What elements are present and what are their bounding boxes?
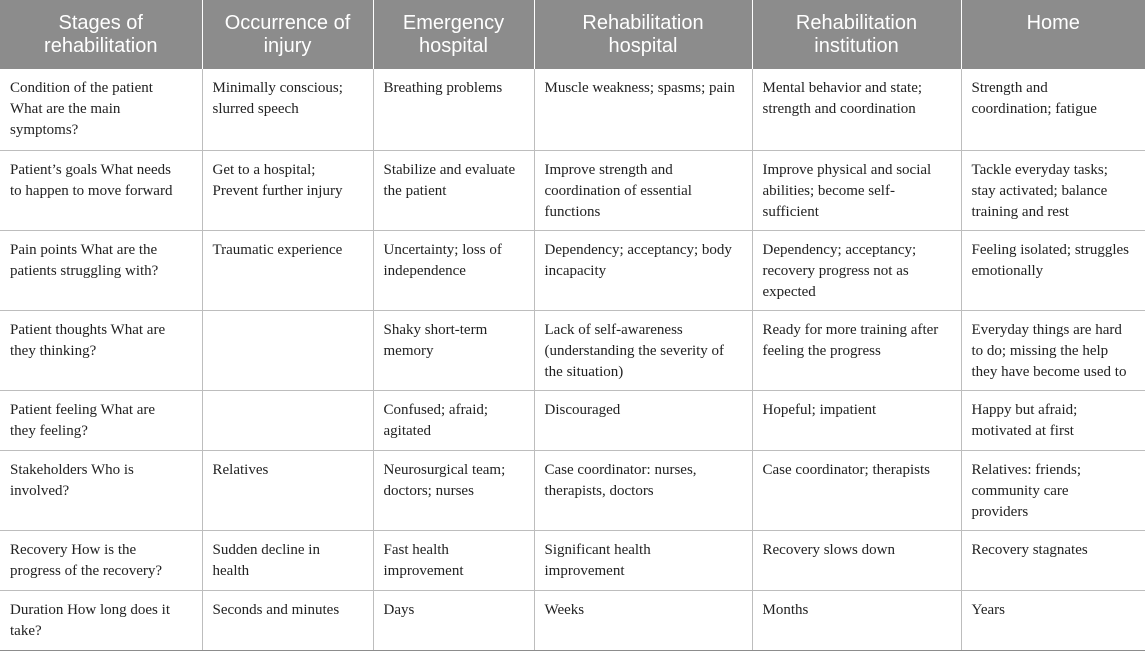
cell-text-line: Recovery stagnates [971,541,1088,558]
table-row [0,450,1145,530]
cell-text-line: community care [971,482,1069,499]
cell-text-line: Improve physical and social [762,161,932,178]
table-row [0,390,1145,450]
cell-text-line: to happen to move forward [10,182,173,199]
cell-text-line: sufficient [762,203,819,220]
cell-text-line: Confused; afraid; [383,401,489,418]
column-header-line: Rehabilitation [795,12,918,34]
cell-text-line: coordination of essential [544,182,692,199]
cell-text-line: Discouraged [544,401,621,418]
cell-text-line: functions [544,203,601,220]
table-cell [202,230,373,310]
table-cell [373,390,534,450]
cell-text-line: the situation) [544,363,624,380]
cell-text-line: Dependency; acceptancy; body [544,241,732,258]
table-cell [534,150,752,230]
cell-text-line: Case coordinator; therapists [762,461,930,478]
cell-text-line: strength and coordination [762,101,916,117]
cell-text-line: patients struggling with? [10,262,159,279]
column-header [961,0,1145,69]
cell-text-line: Breathing problems [383,80,503,96]
table-cell [752,530,961,590]
column-header [752,0,961,69]
row-header-cell [0,69,202,150]
table-cell [373,230,534,310]
cell-text-line: Case coordinator: nurses, [544,461,697,478]
cell-text-line: Seconds and minutes [212,601,340,618]
cell-text-line: Lack of self-awareness [544,321,683,338]
cell-text-line: Prevent further injury [212,182,343,199]
table-cell [752,69,961,150]
column-header-line: institution [814,35,899,57]
cell-text-line: the patient [383,182,447,199]
table-row [0,530,1145,590]
cell-text-line: Get to a hospital; [212,161,316,178]
row-header-cell [0,450,202,530]
cell-text-line: Minimally conscious; [212,80,343,96]
table-cell [961,390,1145,450]
row-header-cell [0,150,202,230]
cell-text-line: Stakeholders Who is [10,461,134,478]
table-row [0,230,1145,310]
table-cell [961,530,1145,590]
cell-text-line: emotionally [971,262,1044,279]
cell-text-line: motivated at first [971,422,1074,439]
cell-text-line: Years [971,601,1005,618]
cell-text-line: coordination; fatigue [971,101,1097,117]
table-cell [961,230,1145,310]
column-header-line: hospital [608,35,678,57]
cell-text-line: Weeks [544,601,585,618]
cell-text-line: recovery progress not as [762,262,909,279]
cell-text-line: take? [10,622,42,639]
cell-text-line: stay activated; balance [971,182,1108,199]
cell-text-line: memory [383,342,434,359]
column-header-line: Rehabilitation [582,12,704,34]
header-row [0,0,1145,69]
table-cell [373,450,534,530]
row-header-cell [0,530,202,590]
table-cell [961,310,1145,390]
table-cell [373,150,534,230]
cell-text-line: Patient thoughts What are [10,321,166,338]
cell-text-line: Sudden decline in [212,541,320,558]
cell-text-line: Recovery slows down [762,541,895,558]
column-header [202,0,373,69]
table-cell [534,530,752,590]
table-body [0,69,1145,650]
cell-text-line: feeling the progress [762,342,881,359]
column-header-line: hospital [419,35,488,57]
table-cell [534,390,752,450]
table-cell [373,590,534,650]
table-cell [534,590,752,650]
cell-text-line: Traumatic experience [212,241,343,258]
table-header [0,0,1145,69]
cell-text-line: Shaky short-term [383,321,488,338]
cell-text-line: they have become used to [971,363,1127,380]
table-cell [373,310,534,390]
cell-text-line: Ready for more training after [762,321,939,338]
cell-text-line: Muscle weakness; spasms; pain [544,80,735,96]
cell-text-line: involved? [10,482,70,499]
table-cell [202,310,373,390]
column-header-line: rehabilitation [44,35,158,57]
cell-text-line: Condition of the patient [10,80,153,96]
table-cell [202,590,373,650]
table-cell [202,530,373,590]
cell-text-line: Happy but afraid; [971,401,1078,418]
cell-text-line: Improve strength and [544,161,673,178]
table-cell [961,450,1145,530]
cell-text-line: they feeling? [10,422,88,439]
column-header-line: Stages of [58,12,143,34]
table-row [0,310,1145,390]
table-cell [534,450,752,530]
table-row [0,69,1145,150]
cell-text-line: Hopeful; impatient [762,401,877,418]
cell-text-line: Recovery How is the [10,541,137,558]
row-header-cell [0,230,202,310]
table-cell [202,150,373,230]
cell-text-line: Dependency; acceptancy; [762,241,917,258]
table-cell [202,69,373,150]
cell-text-line: Days [383,601,415,618]
cell-text-line: Neurosurgical team; [383,461,506,478]
cell-text-line: Stabilize and evaluate [383,161,516,178]
table-cell [202,450,373,530]
table-row [0,590,1145,650]
table-cell [534,69,752,150]
cell-text-line: Fast health [383,541,449,558]
cell-text-line: improvement [383,562,464,579]
cell-text-line: Feeling isolated; struggles [971,241,1129,258]
cell-text-line: Mental behavior and state; [762,80,923,96]
column-header [534,0,752,69]
table-cell [752,310,961,390]
cell-text-line: doctors; nurses [383,482,474,499]
cell-text-line: health [212,562,250,579]
cell-text-line: expected [762,283,816,300]
cell-text-line: slurred speech [212,101,299,117]
column-header-line: Emergency [402,12,505,34]
cell-text-line: agitated [383,422,431,439]
cell-text-line: training and rest [971,203,1069,220]
row-header-cell [0,310,202,390]
cell-text-line: they thinking? [10,342,97,359]
table-cell [961,69,1145,150]
cell-text-line: Significant health [544,541,651,558]
table-cell [373,69,534,150]
table-cell [752,590,961,650]
table-cell [961,590,1145,650]
cell-text-line: Strength and [971,80,1048,96]
column-header-line: injury [263,35,312,57]
table-cell [961,150,1145,230]
table-cell [752,450,961,530]
cell-text-line: Tackle everyday tasks; [971,161,1108,178]
table-cell [202,390,373,450]
table-cell [752,150,961,230]
cell-text-line: improvement [544,562,625,579]
cell-text-line: Months [762,601,809,618]
cell-text-line: Uncertainty; loss of [383,241,502,258]
cell-text-line: Pain points What are the [10,241,158,258]
row-header-cell [0,590,202,650]
cell-text-line: independence [383,262,466,279]
cell-text-line: incapacity [544,262,607,279]
cell-text-line: Duration How long does it [10,601,170,618]
cell-text-line: (understanding the severity of [544,342,725,359]
table-cell [534,230,752,310]
row-header-cell [0,390,202,450]
cell-text-line: progress of the recovery? [10,562,163,579]
column-header [373,0,534,69]
cell-text-line: Relatives [212,461,269,478]
cell-text-line: Patient’s goals What needs [10,161,171,178]
table-row [0,150,1145,230]
cell-text-line: therapists, doctors [544,482,654,499]
column-header [0,0,202,69]
cell-text-line: Patient feeling What are [10,401,156,418]
column-header-line: Occurrence of [224,12,351,34]
cell-text-line: to do; missing the help [971,342,1109,359]
column-header-line: Home [1026,12,1080,34]
table-cell [752,390,961,450]
table-cell [373,530,534,590]
cell-text-line: abilities; become self- [762,182,895,199]
cell-text-line: Everyday things are hard [971,321,1122,338]
cell-text-line: providers [971,503,1029,520]
cell-text-line: Relatives: friends; [971,461,1082,478]
cell-text-line: symptoms? [10,122,79,138]
table-cell [534,310,752,390]
table-cell [752,230,961,310]
cell-text-line: What are the main [10,101,121,117]
